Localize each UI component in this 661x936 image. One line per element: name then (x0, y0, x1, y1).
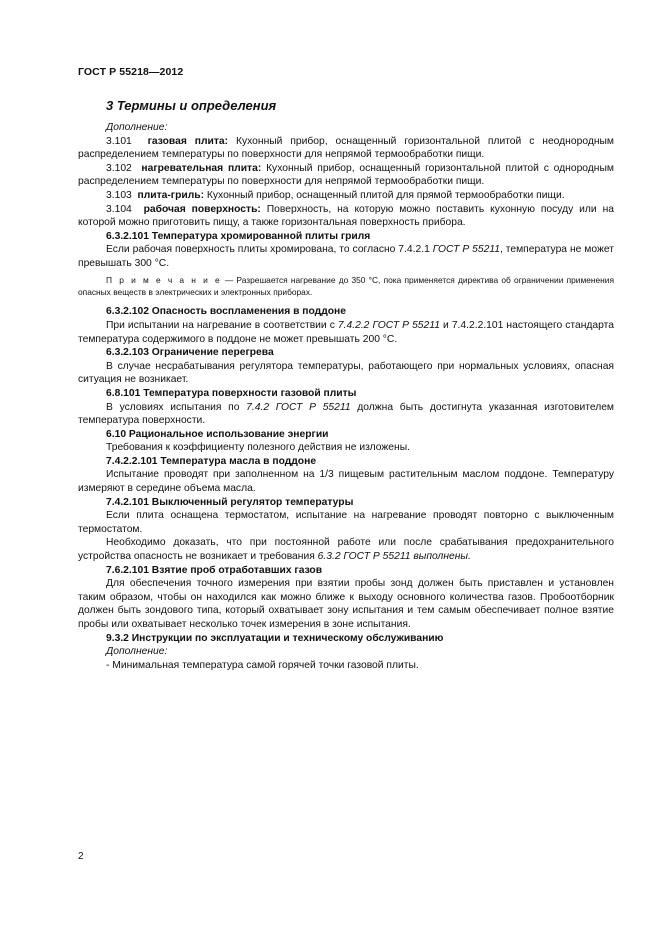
paragraph-7-4-2-101-a: Если плита оснащена термостатом, испытание на нагревание проводят повторно с выключенным термостатом. (78, 510, 614, 535)
note-label: П р и м е ч а н и е (106, 274, 222, 285)
paragraph-7-6-2-101: Для обеспечения точного измерения при взятии пробы зонд должен быть приставлен и установлен таким образом, чтобы он находился как можно ближе к выходу основного количества газов. Пробоотборник должен быть зондового типа, который охватывает зону испытания и тем самым обеспечивает полное взятие пробы или охватывает несколько точек измерения в зоне испытания. (78, 578, 614, 630)
term-definition: Кухонный прибор, оснащенный плитой для прямой термообработки пищи. (206, 189, 565, 201)
paragraph-6-10: Требования к коэффициенту полезного действия не изложены. (106, 442, 410, 454)
standard-reference: 7.4.2 ГОСТ Р 55211 (246, 401, 351, 413)
note-text: — Разрешается нагревание до 350 °С, пока применяется директива об ограничении применения опасных веществ в электрических и электронных приборах. (78, 274, 614, 297)
heading-6-3-2-102: 6.3.2.102 Опасность воспламенения в поддоне (106, 306, 346, 318)
term-definition: Поверхность, на которую можно поставить кухонную посуду или на которой можно приготовить пищу, а также горизонтальная поверхность прибора. (78, 203, 614, 229)
text: и 7.4.2.2.101 настоящего стандарта температура содержимого в поддоне не может превышать 200 °С. (78, 319, 614, 345)
term-number: 3.102 (106, 162, 132, 174)
paragraph-7-4-2-2-101: Испытание проводят при заполненном на 1/3 пищевым растительным маслом поддоне. Температуру измеряют в середине объема масла. (78, 469, 614, 495)
term-definition: Кухонный прибор, оснащенный горизонтальной плитой с однородным распределением температуры по поверхности для непрямой термообработки пищи. (78, 162, 614, 188)
standard-reference: ГОСТ Р 55211 (432, 244, 500, 256)
term-name: газовая плита: (147, 135, 229, 147)
heading-6-3-2-103: 6.3.2.103 Ограничение перегрева (106, 347, 274, 359)
heading-6-8-101: 6.8.101 Температура поверхности газовой плиты (106, 387, 357, 399)
text: В условиях испытания по (106, 401, 247, 413)
paragraph-6-3-2-103: В случае несрабатывания регулятора температуры, работающего при нормальных условиях, опасная ситуация не возникает. (78, 360, 614, 386)
heading-7-4-2-101: 7.4.2.101 Выключенный регулятор температуры (106, 496, 354, 508)
standard-reference: 7.4.2.2 ГОСТ Р 55211 (337, 319, 440, 331)
heading-7-4-2-2-101: 7.4.2.2.101 Температура масла в поддоне (106, 455, 317, 467)
text: Если рабочая поверхность плиты хромирована, то согласно 7.4.2.1 (106, 244, 433, 256)
paragraph-6-8-101 (78, 401, 614, 428)
term-number: 3.104 (106, 203, 132, 215)
term-3-101 (78, 135, 614, 162)
paragraph-6-3-2-101 (78, 243, 614, 270)
term-definition: Кухонный прибор, оснащенный горизонтальной плитой с неоднородным распределением температуры по поверхности для непрямой термообработки пищи. (78, 135, 614, 161)
term-number: 3.103 (106, 189, 132, 201)
paragraph-7-4-2-101-b (78, 536, 614, 563)
heading-9-3-2: 9.3.2 Инструкции по эксплуатации и техническому обслуживанию (106, 632, 444, 644)
heading-6-3-2-101: 6.3.2.101 Температура хромированной плиты гриля (106, 230, 371, 242)
page-number: 2 (78, 851, 84, 862)
heading-6-10: 6.10 Рациональное использование энергии (106, 428, 329, 440)
paragraph-6-3-2-102 (78, 319, 614, 346)
document-body (78, 121, 614, 672)
list-item: - Минимальная температура самой горячей точки газовой плиты. (106, 659, 419, 671)
term-3-103 (78, 189, 614, 203)
section-title: 3 Термины и определения (106, 98, 277, 113)
text: Необходимо доказать, что при постоянной работе или после срабатывания предохранительного устройства опасность не возникает и требования (78, 537, 614, 563)
standard-reference: 6.3.2 ГОСТ Р 55211 выполнены. (317, 551, 471, 563)
term-3-102 (78, 162, 614, 189)
term-name: нагревательная плита: (141, 162, 262, 174)
addition-label: Дополнение: (106, 122, 168, 133)
heading-7-6-2-101: 7.6.2.101 Взятие проб отработавших газов (106, 564, 323, 576)
term-name: рабочая поверхность: (143, 203, 261, 215)
text: , температура не может превышать 300 °С. (78, 244, 614, 269)
text: должна быть достигнута указанная изготовителем температура поверхности. (78, 401, 615, 427)
term-number: 3.101 (106, 135, 132, 147)
term-3-104 (78, 203, 614, 230)
note-6-3-2-101 (78, 274, 614, 299)
term-name: плита-гриль: (137, 189, 205, 201)
standard-header: ГОСТ Р 55218—2012 (78, 66, 184, 78)
addition-label-9-3-2: Дополнение: (106, 646, 168, 658)
text: При испытании на нагревание в соответствии с (106, 319, 338, 331)
